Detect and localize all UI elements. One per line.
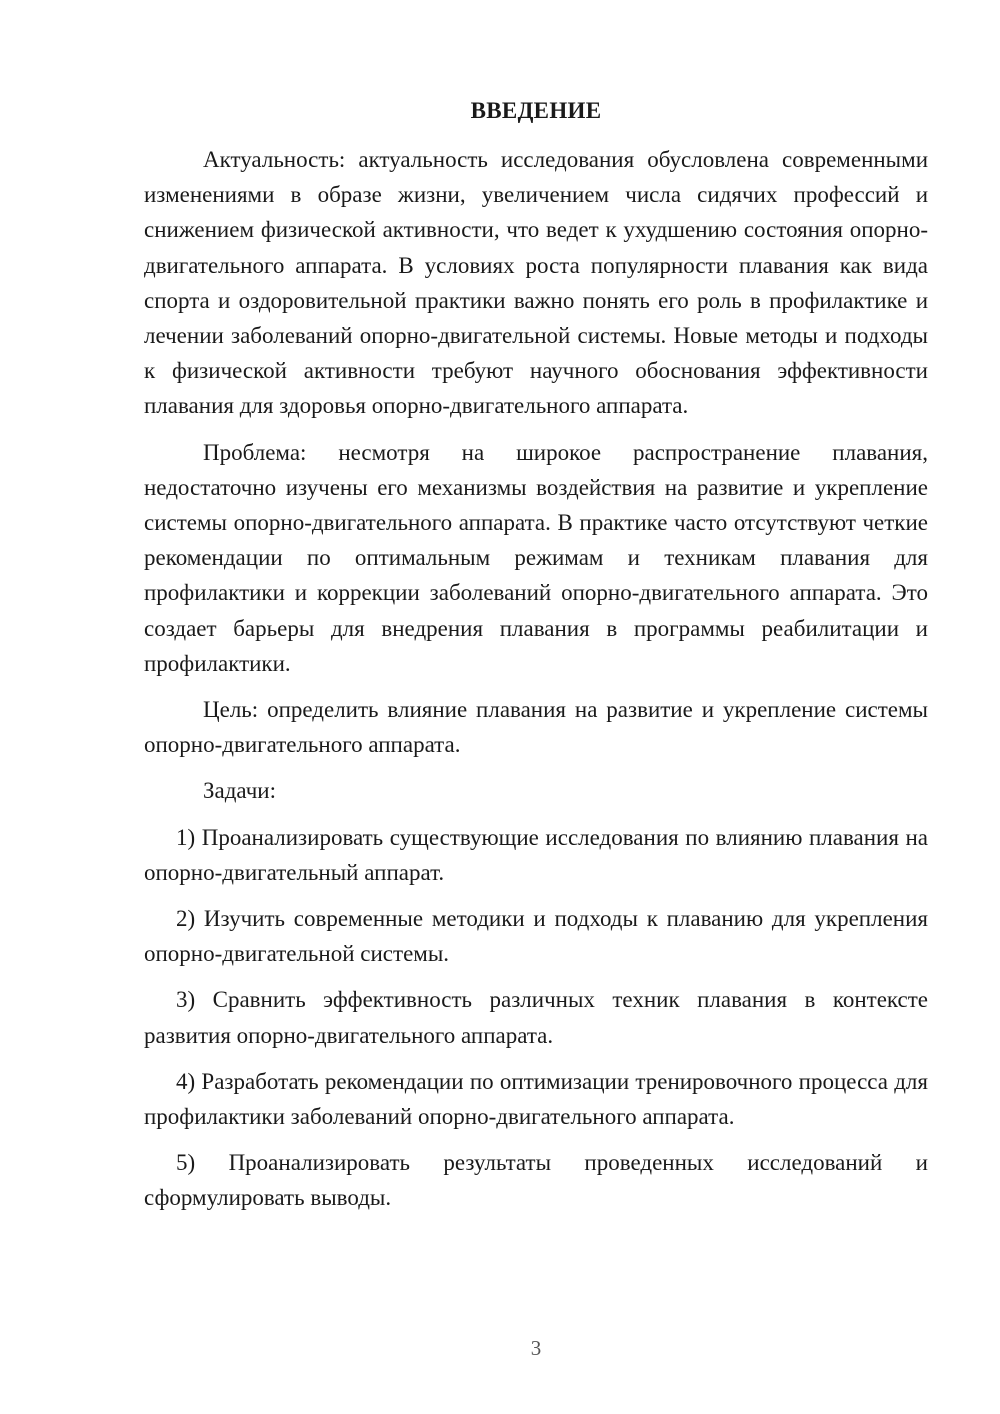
task-item-1: 1) Проанализировать существующие исследования по влиянию плавания на опорно-двигательный аппарат. — [144, 824, 928, 885]
goal-paragraph: Цель: определить влияние плавания на развитие и укрепление системы опорно-двигательного аппарата. — [144, 697, 928, 758]
task-item-3: 3) Сравнить эффективность различных техник плавания в контексте развития опорно-двигательного аппарата. — [144, 987, 928, 1048]
problem-paragraph: Проблема: несмотря на широкое распространение плавания, недостаточно изучены его механизмы воздействия на развитие и укрепление системы опорно-двигательного аппарата. В практике часто отсутствуют четкие рекомендации по оптимальным режимам и техникам плавания для профилактики и коррекции заболеваний опорно-двигательного аппарата. Это создает барьеры для внедрения плавания в программы реабилитации и профилактики. — [144, 439, 928, 676]
page-number: 3 — [530, 1336, 542, 1360]
section-title: ВВЕДЕНИЕ — [470, 98, 602, 123]
task-item-5: 5) Проанализировать результаты проведенных исследований и сформулировать выводы. — [144, 1150, 928, 1211]
task-item-4: 4) Разработать рекомендации по оптимизации тренировочного процесса для профилактики заболеваний опорно-двигательного аппарата. — [144, 1068, 928, 1130]
body-text — [144, 142, 928, 1216]
task-item-2: 2) Изучить современные методики и подходы к плаванию для укрепления опорно-двигательной системы. — [144, 906, 928, 967]
tasks-label: Задачи: — [203, 778, 276, 804]
relevance-paragraph: Актуальность: актуальность исследования обусловлена современными изменениями в образе жизни, увеличением числа сидячих профессий и снижением физической активности, что ведет к ухудшению состояния опорно-двигательного аппарата. В условиях роста популярности плавания как вида спорта и оздоровительной практики важно понять его роль в профилактике и лечении заболеваний опорно-двигательной системы. Новые методы и подходы к физической активности требуют научного обоснования эффективности плавания для здоровья опорно-двигательного аппарата. — [144, 147, 928, 419]
